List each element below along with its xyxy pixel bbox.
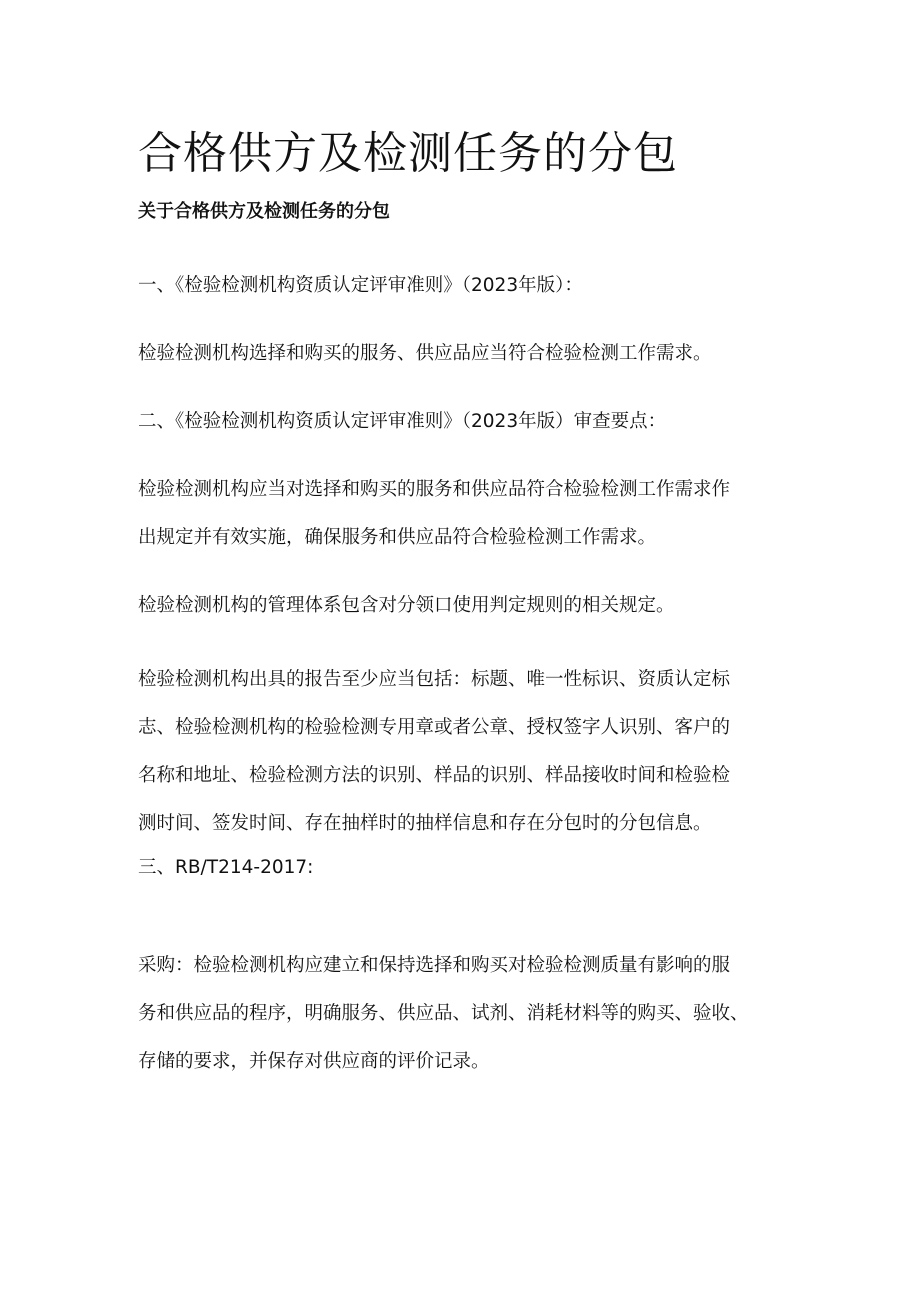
paragraph-line: 检验检测机构的管理体系包含对分领口使用判定规则的相关规定。 (138, 595, 675, 616)
paragraph-line: 务和供应品的程序，明确服务、供应品、试剂、消耗材料等的购买、验收、 (138, 1003, 749, 1024)
paragraph-line: 三、RB/T214-2017: (138, 857, 314, 878)
paragraph-3 (138, 582, 798, 630)
paragraph-line: 测时间、签发时间、存在抽样时的抽样信息和存在分包时的分包信息。 (138, 813, 712, 834)
paragraph-2 (138, 466, 798, 562)
paragraph-line: 检验检测机构应当对选择和购买的服务和供应品符合检验检测工作需求作 (138, 479, 731, 500)
paragraph-line: 一、《检验检测机构资质认定评审准则》（2023年版）： (138, 275, 583, 296)
paragraph-1 (138, 330, 798, 378)
paragraph-4 (138, 656, 798, 848)
paragraph-line: 检验检测机构出具的报告至少应当包括：标题、唯一性标识、资质认定标 (138, 669, 731, 690)
document-subtitle: 关于合格供方及检测任务的分包 (138, 201, 390, 222)
paragraph-line: 采购：检验检测机构应建立和保持选择和购买对检验检测质量有影响的服 (138, 955, 731, 976)
section-heading-3 (138, 844, 798, 892)
paragraph-line: 检验检测机构选择和购买的服务、供应品应当符合检验检测工作需求。 (138, 343, 712, 364)
paragraph-line: 二、《检验检测机构资质认定评审准则》（2023年版）审查要点： (138, 411, 667, 432)
section-heading-1 (138, 262, 798, 310)
paragraph-line: 志、检验检测机构的检验检测专用章或者公章、授权签字人识别、客户的 (138, 717, 731, 738)
section-heading-2 (138, 398, 798, 446)
paragraph-line: 出规定并有效实施，确保服务和供应品符合检验检测工作需求。 (138, 527, 657, 548)
paragraph-5 (138, 942, 798, 1086)
document-title: 合格供方及检测任务的分包 (138, 128, 678, 179)
paragraph-line: 名称和地址、检验检测方法的识别、样品的识别、样品接收时间和检验检 (138, 765, 731, 786)
paragraph-line: 存储的要求，并保存对供应商的评价记录。 (138, 1051, 490, 1072)
